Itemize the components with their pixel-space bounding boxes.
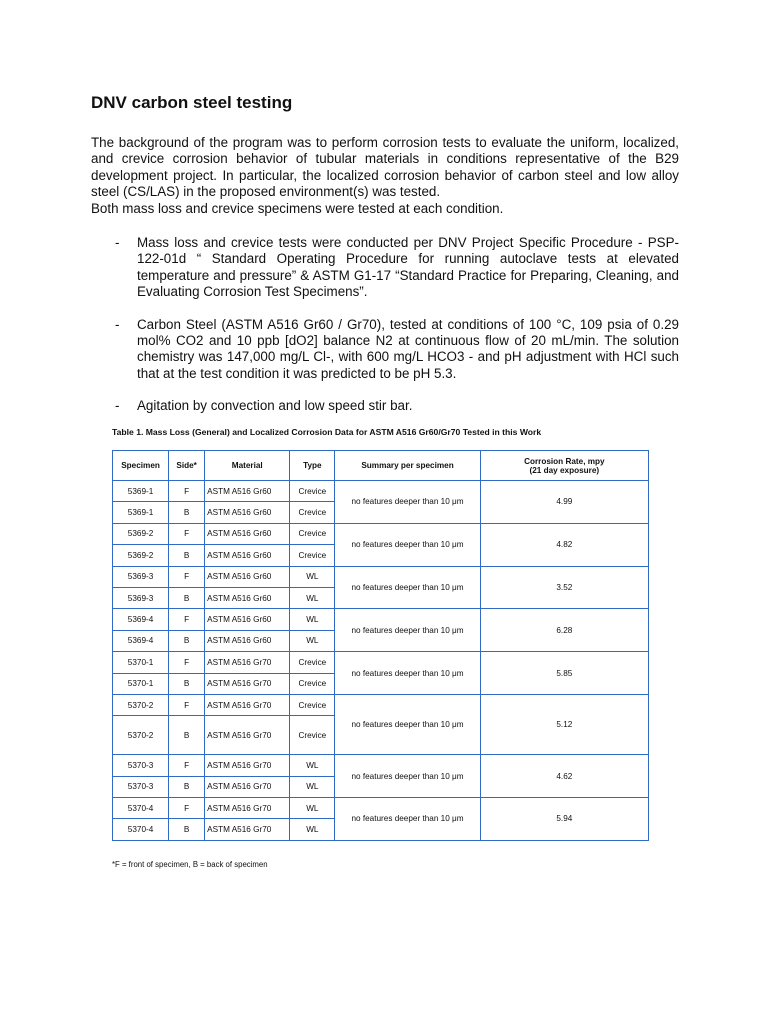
cell-side: B [169, 673, 205, 694]
cell-side: F [169, 481, 205, 502]
header-specimen: Specimen [113, 451, 169, 481]
intro-paragraph: The background of the program was to perform corrosion tests to evaluate the uniform, localized, and crevice corrosion behavior of tubular materials in conditions representative of the B29 development project. In particular, the localized corrosion behavior of carbon steel and low alloy steel (CS/LAS) in the proposed environment(s) was tested. [91, 135, 679, 200]
table-row [113, 798, 649, 819]
cell-summary: no features deeper than 10 μm [335, 652, 480, 695]
cell-type: Crevice [290, 694, 335, 715]
cell-specimen: 5370-4 [113, 798, 169, 819]
header-rate-line2: (21 day exposure) [529, 465, 600, 475]
cell-material: ASTM A516 Gr70 [205, 798, 290, 819]
intro-section [91, 135, 679, 217]
cell-summary: no features deeper than 10 μm [335, 523, 480, 566]
cell-specimen: 5369-2 [113, 523, 169, 544]
cell-specimen: 5369-3 [113, 566, 169, 587]
cell-side: B [169, 587, 205, 608]
table-row [113, 694, 649, 715]
cell-specimen: 5370-3 [113, 755, 169, 776]
cell-material: ASTM A516 Gr70 [205, 776, 290, 797]
cell-side: F [169, 652, 205, 673]
cell-side: B [169, 545, 205, 566]
cell-side: B [169, 776, 205, 797]
cell-side: F [169, 566, 205, 587]
cell-type: Crevice [290, 545, 335, 566]
cell-specimen: 5370-1 [113, 673, 169, 694]
cell-material: ASTM A516 Gr60 [205, 609, 290, 630]
cell-material: ASTM A516 Gr60 [205, 502, 290, 523]
table-caption: Table 1. Mass Loss (General) and Localized Corrosion Data for ASTM A516 Gr60/Gr70 Tested in this Work [112, 427, 542, 437]
cell-specimen: 5369-1 [113, 502, 169, 523]
cell-material: ASTM A516 Gr70 [205, 673, 290, 694]
cell-type: Crevice [290, 523, 335, 544]
cell-side: F [169, 755, 205, 776]
cell-specimen: 5369-1 [113, 481, 169, 502]
bullet-text: Carbon Steel (ASTM A516 Gr60 / Gr70), tested at conditions of 100 °C, 109 psia of 0.29 mol% CO2 and 10 ppb [dO2] balance N2 at continuous flow of 20 mL/min. The solution chemistry was 147,000 mg/L Cl-, with 600 mg/L HCO3 - and pH adjustment with HCl such that at the test condition it was predicted to be pH 5.3. [137, 316, 679, 381]
cell-material: ASTM A516 Gr60 [205, 630, 290, 651]
cell-summary: no features deeper than 10 μm [335, 566, 480, 609]
cell-summary: no features deeper than 10 μm [335, 755, 480, 798]
table-row [113, 609, 649, 630]
cell-type: WL [290, 776, 335, 797]
cell-specimen: 5369-4 [113, 630, 169, 651]
cell-type: WL [290, 587, 335, 608]
bullet-marker: - [115, 316, 120, 332]
header-rate-line1: Corrosion Rate, mpy [524, 456, 605, 466]
bullet-marker: - [115, 235, 120, 250]
cell-summary: no features deeper than 10 μm [335, 609, 480, 652]
cell-corrosion-rate: 4.62 [480, 755, 648, 798]
intro-paragraph-2: Both mass loss and crevice specimens were tested at each condition. [91, 200, 504, 216]
header-material: Material [205, 451, 290, 481]
cell-type: Crevice [290, 481, 335, 502]
cell-type: WL [290, 566, 335, 587]
header-side: Side* [169, 451, 205, 481]
header-summary: Summary per specimen [335, 451, 480, 481]
cell-material: ASTM A516 Gr70 [205, 755, 290, 776]
cell-material: ASTM A516 Gr70 [205, 819, 290, 840]
cell-material: ASTM A516 Gr60 [205, 545, 290, 566]
cell-material: ASTM A516 Gr60 [205, 587, 290, 608]
cell-material: ASTM A516 Gr60 [205, 523, 290, 544]
cell-side: F [169, 798, 205, 819]
cell-material: ASTM A516 Gr60 [205, 566, 290, 587]
table-header-row [113, 451, 649, 481]
cell-side: F [169, 694, 205, 715]
cell-corrosion-rate: 5.12 [480, 694, 648, 754]
table-row [113, 566, 649, 587]
cell-side: B [169, 502, 205, 523]
cell-type: WL [290, 755, 335, 776]
cell-corrosion-rate: 5.94 [480, 798, 648, 841]
header-type: Type [290, 451, 335, 481]
cell-side: B [169, 819, 205, 840]
cell-specimen: 5370-2 [113, 694, 169, 715]
bullet-list [91, 235, 679, 415]
bullet-text: Agitation by convection and low speed stir bar. [137, 398, 413, 414]
page-title: DNV carbon steel testing [91, 93, 293, 112]
cell-material: ASTM A516 Gr70 [205, 694, 290, 715]
table-row [113, 652, 649, 673]
cell-side: F [169, 609, 205, 630]
cell-corrosion-rate: 3.52 [480, 566, 648, 609]
bullet-item [91, 398, 679, 414]
cell-side: B [169, 630, 205, 651]
cell-specimen: 5369-4 [113, 609, 169, 630]
cell-material: ASTM A516 Gr60 [205, 481, 290, 502]
cell-corrosion-rate: 6.28 [480, 609, 648, 652]
cell-summary: no features deeper than 10 μm [335, 481, 480, 524]
header-corrosion-rate [480, 451, 648, 481]
cell-type: Crevice [290, 652, 335, 673]
bullet-text: Mass loss and crevice tests were conducted per DNV Project Specific Procedure - PSP-122-01d “ Standard Operating Procedure for running autoclave tests at elevated temperature and pressure” & ASTM G1-17 “Standard Practice for Preparing, Cleaning, and Evaluating Corrosion Test Specimens”. [137, 235, 679, 300]
cell-type: WL [290, 819, 335, 840]
table-row [113, 755, 649, 776]
cell-specimen: 5370-2 [113, 716, 169, 755]
table-footnote: *F = front of specimen, B = back of specimen [112, 860, 268, 869]
cell-material: ASTM A516 Gr70 [205, 652, 290, 673]
corrosion-data-table [112, 450, 649, 841]
cell-corrosion-rate: 4.99 [480, 481, 648, 524]
cell-type: Crevice [290, 716, 335, 755]
cell-type: WL [290, 630, 335, 651]
cell-type: WL [290, 798, 335, 819]
cell-specimen: 5370-3 [113, 776, 169, 797]
table-row [113, 481, 649, 502]
bullet-item [91, 235, 679, 301]
cell-corrosion-rate: 5.85 [480, 652, 648, 695]
cell-type: WL [290, 609, 335, 630]
cell-side: F [169, 523, 205, 544]
cell-type: Crevice [290, 673, 335, 694]
bullet-item [91, 317, 679, 383]
table-row [113, 523, 649, 544]
cell-summary: no features deeper than 10 μm [335, 798, 480, 841]
cell-specimen: 5370-1 [113, 652, 169, 673]
cell-specimen: 5369-2 [113, 545, 169, 566]
cell-specimen: 5370-4 [113, 819, 169, 840]
cell-summary: no features deeper than 10 μm [335, 694, 480, 754]
cell-type: Crevice [290, 502, 335, 523]
cell-material: ASTM A516 Gr70 [205, 716, 290, 755]
cell-corrosion-rate: 4.82 [480, 523, 648, 566]
bullet-marker: - [115, 398, 120, 414]
cell-specimen: 5369-3 [113, 587, 169, 608]
cell-side: B [169, 716, 205, 755]
